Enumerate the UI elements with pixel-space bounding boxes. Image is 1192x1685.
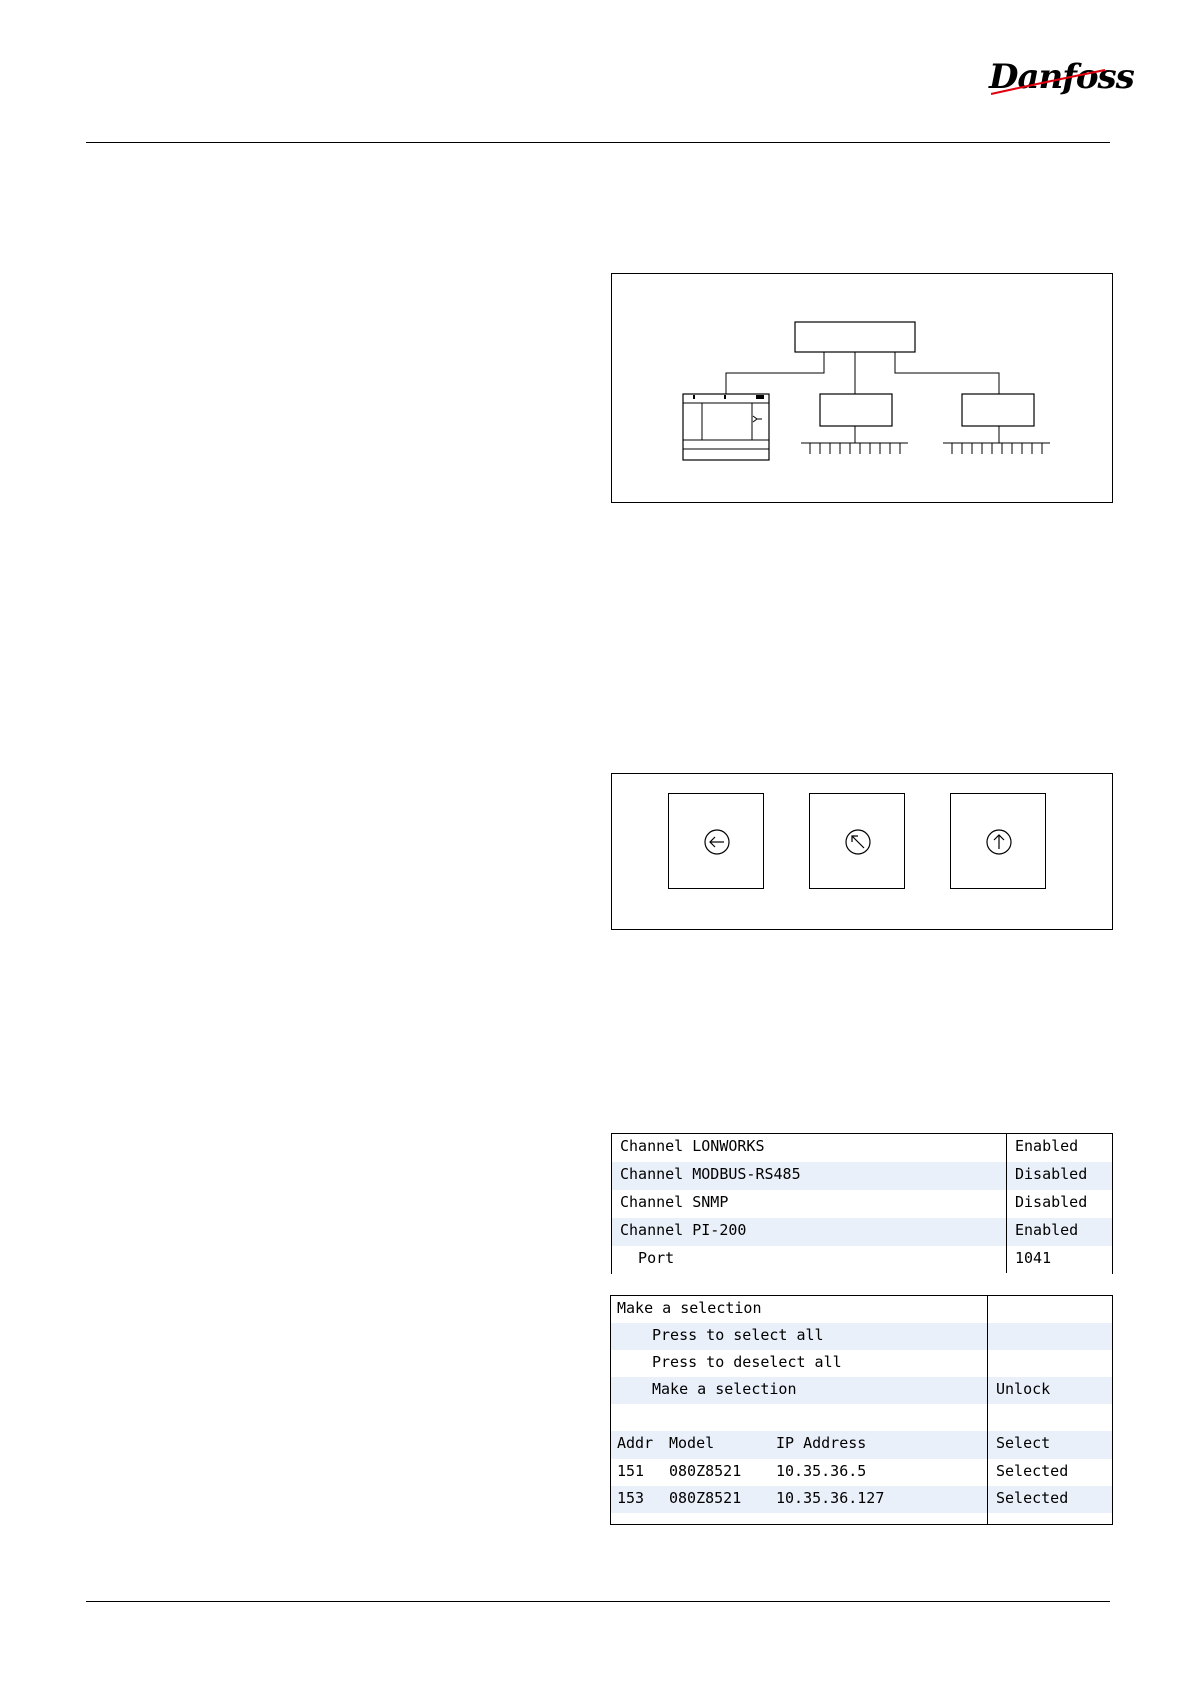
channel-label: Channel SNMP [620,1193,729,1211]
table-row[interactable] [612,1134,1112,1162]
column-divider [1006,1134,1007,1273]
select-all-option[interactable]: Press to select all [652,1326,824,1345]
device-addr: 153 [617,1488,645,1507]
device-addr: 151 [617,1461,645,1480]
selection-table [610,1295,1113,1525]
deselect-all-row[interactable] [611,1350,1112,1377]
arrow-up-icon [986,829,1012,855]
spacer-row [611,1404,1112,1431]
table-row[interactable] [612,1162,1112,1190]
channels-table [611,1133,1113,1274]
device-ip: 10.35.36.127 [776,1488,885,1507]
selection-title: Make a selection [617,1299,762,1317]
home-button[interactable] [809,793,905,889]
column-header-select: Select [996,1434,1051,1453]
channel-value[interactable]: Enabled [1015,1137,1079,1155]
device-ip: 10.35.36.5 [776,1461,867,1480]
device-model: 080Z8521 [669,1488,742,1507]
arrow-left-icon [704,829,730,855]
select-all-row[interactable] [611,1323,1112,1350]
network-diagram [611,273,1113,503]
up-button[interactable] [950,793,1046,889]
port-label: Port [620,1249,675,1267]
back-button[interactable] [668,793,764,889]
make-selection-option[interactable]: Make a selection [652,1380,797,1399]
table-row[interactable] [612,1246,1112,1274]
channel-label: Channel PI-200 [620,1221,747,1239]
port-value[interactable]: 1041 [1015,1249,1052,1267]
network-diagram-svg [612,274,1112,502]
arrow-up-left-icon [845,829,871,855]
table-row[interactable] [612,1218,1112,1246]
navigation-buttons-figure [611,773,1113,930]
table-header-row [611,1431,1112,1458]
column-header-ip: IP Address [776,1434,867,1453]
table-row[interactable] [611,1459,1112,1486]
channel-label: Channel LONWORKS [620,1137,765,1155]
controller-unit-icon [683,394,769,460]
device-select[interactable]: Selected [996,1461,1069,1480]
table-row [611,1296,1112,1323]
table-row[interactable] [611,1486,1112,1513]
header-rule [86,142,1110,143]
column-header-model: Model [669,1434,715,1453]
device-select[interactable]: Selected [996,1488,1069,1507]
table-row[interactable] [612,1190,1112,1218]
device-model: 080Z8521 [669,1461,742,1480]
footer-rule [86,1601,1110,1602]
unlock-value[interactable]: Unlock [996,1380,1051,1399]
brand-text: Danfoss [989,57,1134,97]
channel-value[interactable]: Enabled [1015,1221,1079,1239]
channel-label: Channel MODBUS-RS485 [620,1165,801,1183]
column-divider [987,1296,988,1524]
column-header-addr: Addr [617,1434,654,1453]
channel-value[interactable]: Disabled [1015,1165,1088,1183]
channel-value[interactable]: Disabled [1015,1193,1088,1211]
danfoss-logo [985,52,1134,104]
make-selection-row[interactable] [611,1377,1112,1404]
deselect-all-option[interactable]: Press to deselect all [652,1353,842,1372]
